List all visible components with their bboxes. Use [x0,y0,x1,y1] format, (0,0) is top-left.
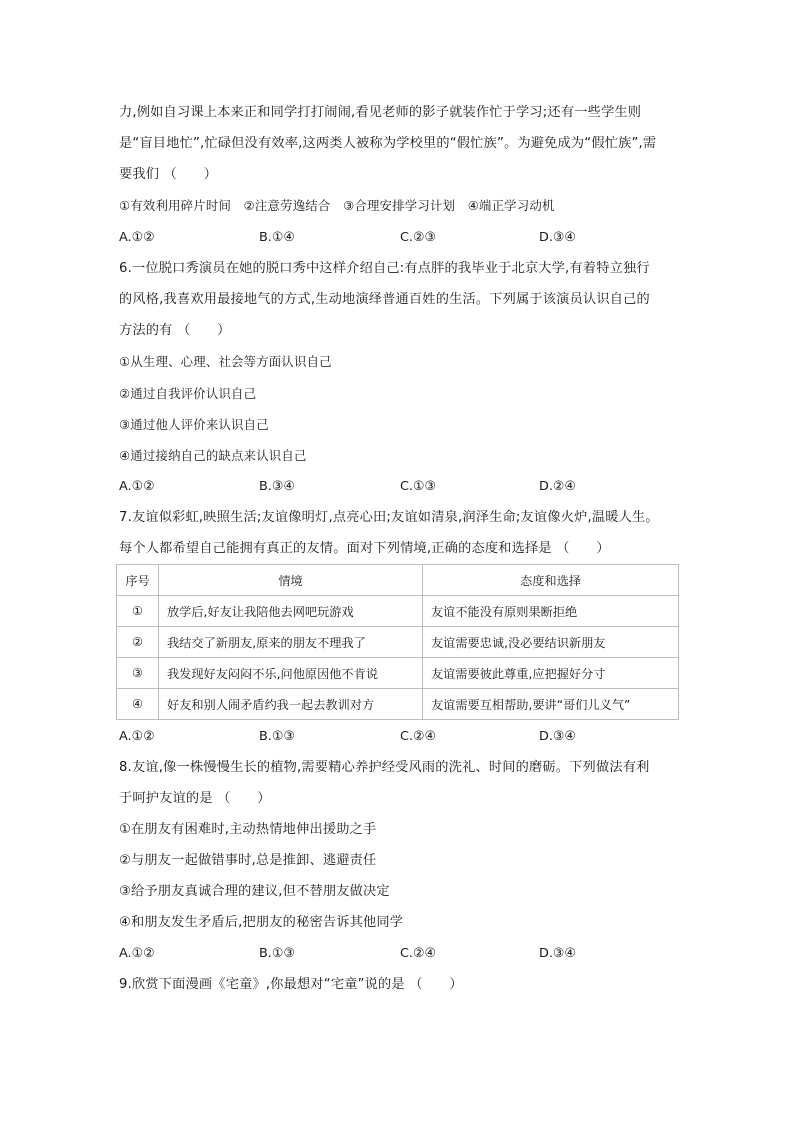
table-cell-attitude: 友谊需要忠诚,没必要结识新朋友 [423,627,679,658]
table-row [117,596,679,627]
table-cell-attitude: 友谊不能没有原则果断拒绝 [423,596,679,627]
table-cell-situation: 放学后,好友让我陪他去网吧玩游戏 [159,596,423,627]
q7-option-c: C.②④ [400,729,436,744]
table-cell-attitude: 友谊需要彼此尊重,应把握好分寸 [423,658,679,689]
q6-item-1: ①从生理、心理、社会等方面认识自己 [119,354,332,369]
table-row [117,627,679,658]
q7-text-line-2: 每个人都希望自己能拥有真正的友情。面对下列情境,正确的态度和选择是 （ ） [119,541,610,556]
table-header-row [117,565,679,596]
q5-option-b: B.①④ [259,230,295,245]
table-cell-situation: 我发现好友闷闷不乐,问他原因他不肯说 [159,658,423,689]
q8-text-line-1: 8.友谊,像一株慢慢生长的植物,需要精心养护经受风雨的洗礼、时间的磨砺。下列做法有利 [119,760,650,775]
q8-option-c: C.②④ [400,946,436,961]
q6-options [119,478,679,496]
q8-options [119,945,679,963]
table-row [117,689,679,720]
q9-text-line-1: 9.欣赏下面漫画《宅童》,你最想对“宅童”说的是 （ ） [119,977,463,992]
table-cell-number: ① [117,596,159,627]
table-header-number: 序号 [117,565,159,596]
q5-option-a: A.①② [119,230,155,245]
q6-option-d: D.②④ [539,479,576,494]
q5-option-d: D.③④ [539,230,576,245]
q5-text-line-3: 要我们 （ ） [119,167,218,182]
q6-text-line-1: 6.一位脱口秀演员在她的脱口秀中这样介绍自己:有点胖的我毕业于北京大学,有着特立独行 [119,261,650,276]
q6-item-2: ②通过自我评价认识自己 [119,386,257,401]
table-cell-number: ② [117,627,159,658]
table-cell-situation: 我结交了新朋友,原来的朋友不理我了 [159,627,423,658]
table-cell-number: ③ [117,658,159,689]
q8-item-1: ①在朋友有困难时,主动热情地伸出援助之手 [119,822,377,837]
q7-option-b: B.①③ [259,729,295,744]
q6-option-a: A.①② [119,479,155,494]
q7-table [116,564,679,720]
table-cell-attitude: 友谊需要互相帮助,要讲“哥们儿义气” [423,689,679,720]
q8-option-b: B.①③ [259,946,295,961]
table-cell-number: ④ [117,689,159,720]
q6-text-line-2: 的风格,我喜欢用最接地气的方式,生动地演绎普通百姓的生活。下列属于该演员认识自己的 [119,292,650,307]
q6-option-c: C.①③ [400,479,436,494]
q7-options [119,728,679,746]
q6-option-b: B.③④ [259,479,295,494]
table-header-situation: 情境 [159,565,423,596]
q5-options [119,229,679,247]
q6-item-4: ④通过接纳自己的缺点来认识自己 [119,448,307,463]
table-cell-situation: 好友和别人闹矛盾约我一起去教训对方 [159,689,423,720]
q6-item-3: ③通过他人评价来认识自己 [119,417,269,432]
q8-item-4: ④和朋友发生矛盾后,把朋友的秘密告诉其他同学 [119,915,404,930]
table-header-attitude: 态度和选择 [423,565,679,596]
q6-text-line-3: 方法的有 （ ） [119,323,231,338]
q8-text-line-2: 于呵护友谊的是 （ ） [119,791,271,806]
q8-item-3: ③给予朋友真诚合理的建议,但不替朋友做决定 [119,884,390,899]
q5-choices: ①有效利用碎片时间 ②注意劳逸结合 ③合理安排学习计划 ④端正学习动机 [119,198,555,213]
q5-text-line-1: 力,例如自习课上本来正和同学打打闹闹,看见老师的影子就装作忙于学习;还有一些学生则 [119,105,642,120]
table-row [117,658,679,689]
q7-option-d: D.③④ [539,729,576,744]
q7-text-line-1: 7.友谊似彩虹,映照生活;友谊像明灯,点亮心田;友谊如清泉,润泽生命;友谊像火炉,温暖人生。 [119,510,659,525]
q8-item-2: ②与朋友一起做错事时,总是推卸、逃避责任 [119,853,377,868]
q5-text-line-2: 是“盲目地忙”,忙碌但没有效率,这两类人被称为学校里的“假忙族”。为避免成为“假忙族”,需 [119,136,657,151]
q8-option-d: D.③④ [539,946,576,961]
q8-option-a: A.①② [119,946,155,961]
q7-option-a: A.①② [119,729,155,744]
q5-option-c: C.②③ [400,230,436,245]
